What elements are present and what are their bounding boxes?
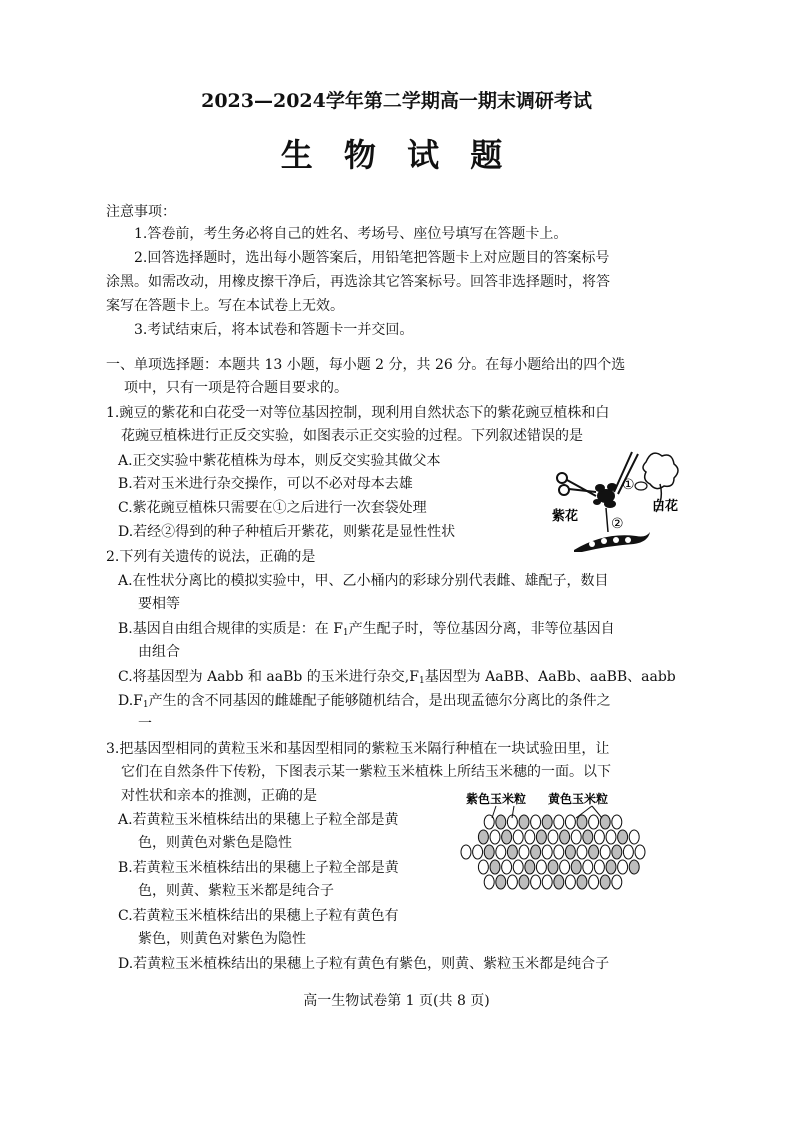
corn-kernel xyxy=(623,845,633,859)
q3-stem-line-3: 对性状和亲本的推测，正确的是 xyxy=(121,788,317,804)
corn-kernel xyxy=(496,845,506,859)
purple-flower-label: 紫花 xyxy=(552,509,579,524)
q2-option-a-line-2: 要相等 xyxy=(138,596,180,612)
q1-option-c: C.紫花豌豆植株只需要在①之后进行一次套袋处理 xyxy=(118,500,427,516)
corn-kernel xyxy=(565,875,575,889)
exam-title: 2023—2024学年第二学期高一期末调研考试 xyxy=(201,90,592,112)
corn-kernel xyxy=(583,860,593,874)
corn-kernel xyxy=(507,845,517,859)
q2-option-d-line-1: $D.F_1$产生的含不同基因的雌雄配子能够随机结合，是出现孟德尔分离比的条件之 xyxy=(118,693,611,710)
q3-option-d: D.若黄粒玉米植株结出的果穗上子粒有黄色有紫色，则黄、紫粒玉米都是纯合子 xyxy=(118,956,610,972)
corn-kernel xyxy=(594,860,604,874)
corn-kernel xyxy=(565,845,575,859)
corn-kernel xyxy=(531,875,541,889)
corn-kernel xyxy=(571,860,581,874)
notice-item-1: 1.答卷前，考生务必将自己的姓名、考场号、座位号填写在答题卡上。 xyxy=(134,226,568,242)
corn-kernel xyxy=(507,875,517,889)
corn-kernel xyxy=(542,845,552,859)
subject-title: 生 物 试 题 xyxy=(280,136,513,174)
corn-kernel xyxy=(618,830,628,844)
corn-ear-figure xyxy=(452,788,666,894)
pea-pod-icon xyxy=(574,532,650,552)
corn-kernel xyxy=(635,845,645,859)
corn-kernel xyxy=(554,845,564,859)
corn-kernel xyxy=(478,860,488,874)
corn-kernel xyxy=(490,830,500,844)
step-2-label: ② xyxy=(611,516,624,532)
q1-option-a: A.正交实验中紫花植株为母本，则反交实验其做父本 xyxy=(118,453,441,469)
step-1-label: ① xyxy=(622,477,635,493)
purple-kernel-label: 紫色玉米粒 xyxy=(466,792,527,806)
q1-stem-line-1: 1.豌豆的紫花和白花受一对等位基因控制，现利用自然状态下的紫花豌豆植株和白 xyxy=(106,405,610,421)
corn-kernel xyxy=(554,815,564,829)
notice-item-2-line-2: 涂黑。如需改动，用橡皮擦干净后，再选涂其它答案标号。回答非选择题时，将答 xyxy=(106,274,610,290)
q3-stem-line-2: 它们在自然条件下传粉，下图表示某一紫粒玉米植株上所结玉米穗的一面。以下 xyxy=(121,764,611,780)
corn-kernel xyxy=(571,830,581,844)
q1-option-b: B.若对玉米进行杂交操作，可以不必对母本去雄 xyxy=(118,476,413,492)
yellow-kernel-label: 黄色玉米粒 xyxy=(548,792,609,806)
corn-kernel xyxy=(629,860,639,874)
corn-kernel xyxy=(589,815,599,829)
corn-kernel xyxy=(589,875,599,889)
corn-kernel xyxy=(536,860,546,874)
notice-item-2-line-1: 2.回答选择题时，选出每小题答案后，用铅笔把答题卡上对应题目的答案标号 xyxy=(134,250,610,266)
corn-kernel xyxy=(560,860,570,874)
corn-kernel xyxy=(612,875,622,889)
corn-kernel xyxy=(542,875,552,889)
q3-stem-line-1: 3.把基因型相同的黄粒玉米和基因型相同的紫粒玉米隔行种植在一块试验田里，让 xyxy=(106,741,610,757)
q1-stem-line-2: 花豌豆植株进行正反交实验，如图表示正交实验的过程。下列叙述错误的是 xyxy=(121,428,583,444)
q2-option-c: C.将基因型为 Aabb 和 aaBb 的玉米进行杂交$,F_1$基因型为 AaBB、AaBb、aaBB、aabb xyxy=(118,669,676,686)
section-1-line-1: 一、单项选择题：本题共 13 小题，每小题 2 分，共 26 分。在每小题给出的四个选 xyxy=(106,357,626,373)
corn-kernel xyxy=(629,830,639,844)
corn-kernel xyxy=(600,875,610,889)
q2-option-d-line-2: 一 xyxy=(138,716,152,732)
purple-flower-icon xyxy=(593,483,617,508)
corn-kernel xyxy=(612,815,622,829)
corn-kernel xyxy=(519,875,529,889)
corn-kernel xyxy=(548,860,558,874)
corn-kernel xyxy=(519,845,529,859)
corn-kernel xyxy=(589,845,599,859)
q3-option-a-line-2: 色，则黄色对紫色是隐性 xyxy=(138,835,292,851)
white-flower-label: 白花 xyxy=(652,499,679,514)
section-1-line-2: 项中，只有一项是符合题目要求的。 xyxy=(124,380,348,396)
corn-kernel xyxy=(536,830,546,844)
corn-kernel xyxy=(502,830,512,844)
q3-option-c-line-1: C.若黄粒玉米植株结出的果穗上子粒有黄色有 xyxy=(118,908,399,924)
corn-kernel xyxy=(531,845,541,859)
q3-option-c-line-2: 紫色，则黄色对紫色为隐性 xyxy=(138,931,306,947)
scissors-icon xyxy=(557,473,596,496)
corn-kernel xyxy=(484,875,494,889)
corn-kernel xyxy=(560,830,570,844)
corn-kernel xyxy=(583,830,593,844)
corn-kernel xyxy=(496,875,506,889)
white-flower-icon xyxy=(643,453,678,488)
corn-kernel xyxy=(496,815,506,829)
corn-kernel xyxy=(600,845,610,859)
corn-kernel xyxy=(525,860,535,874)
q3-option-b-line-2: 色，则黄、紫粒玉米都是纯合子 xyxy=(138,883,334,899)
corn-kernel xyxy=(542,815,552,829)
q2-option-a-line-1: A.在性状分离比的模拟实验中，甲、乙小桶内的彩球分别代表雌、雄配子，数目 xyxy=(118,573,609,589)
corn-kernel xyxy=(577,815,587,829)
corn-kernel xyxy=(513,830,523,844)
corn-kernel xyxy=(525,830,535,844)
corn-kernel xyxy=(618,860,628,874)
corn-kernel xyxy=(531,815,541,829)
notice-item-2-line-3: 案写在答题卡上。写在本试卷上无效。 xyxy=(106,298,344,314)
q2-stem: 2.下列有关遗传的说法，正确的是 xyxy=(106,549,316,565)
corn-kernel xyxy=(554,875,564,889)
notice-item-3: 3.考试结束后，将本试卷和答题卡一并交回。 xyxy=(134,322,414,338)
corn-kernel xyxy=(473,845,483,859)
q3-option-b-line-1: B.若黄粒玉米植株结出的果穗上子粒全部是黄 xyxy=(118,860,399,876)
corn-kernel xyxy=(577,845,587,859)
corn-kernel xyxy=(606,830,616,844)
corn-kernel xyxy=(565,815,575,829)
notice-heading: 注意事项： xyxy=(106,204,176,220)
q1-option-d: D.若经②得到的种子种植后开紫花，则紫花是显性性状 xyxy=(118,524,456,540)
q2-option-b-line-1: B.基因自由组合规律的实质是：在 $F_1$产生配子时，等位基因分离，非等位基因自 xyxy=(118,621,615,638)
corn-kernel xyxy=(548,830,558,844)
page-footer: 高一生物试卷第 1 页(共 8 页) xyxy=(303,993,490,1009)
corn-kernel xyxy=(490,860,500,874)
corn-kernel xyxy=(478,830,488,844)
pointer-line xyxy=(492,806,496,818)
q3-option-a-line-1: A.若黄粒玉米植株结出的果穗上子粒全部是黄 xyxy=(118,812,399,828)
corn-kernel xyxy=(612,845,622,859)
corn-kernel xyxy=(484,845,494,859)
corn-kernel xyxy=(594,830,604,844)
pea-cross-figure xyxy=(548,448,688,552)
corn-kernel xyxy=(577,875,587,889)
corn-kernel xyxy=(461,845,471,859)
corn-kernel xyxy=(502,860,512,874)
corn-kernels xyxy=(461,806,645,889)
corn-kernel xyxy=(513,860,523,874)
corn-kernel xyxy=(519,815,529,829)
q2-option-b-line-2: 由组合 xyxy=(138,644,180,660)
corn-kernel xyxy=(606,860,616,874)
